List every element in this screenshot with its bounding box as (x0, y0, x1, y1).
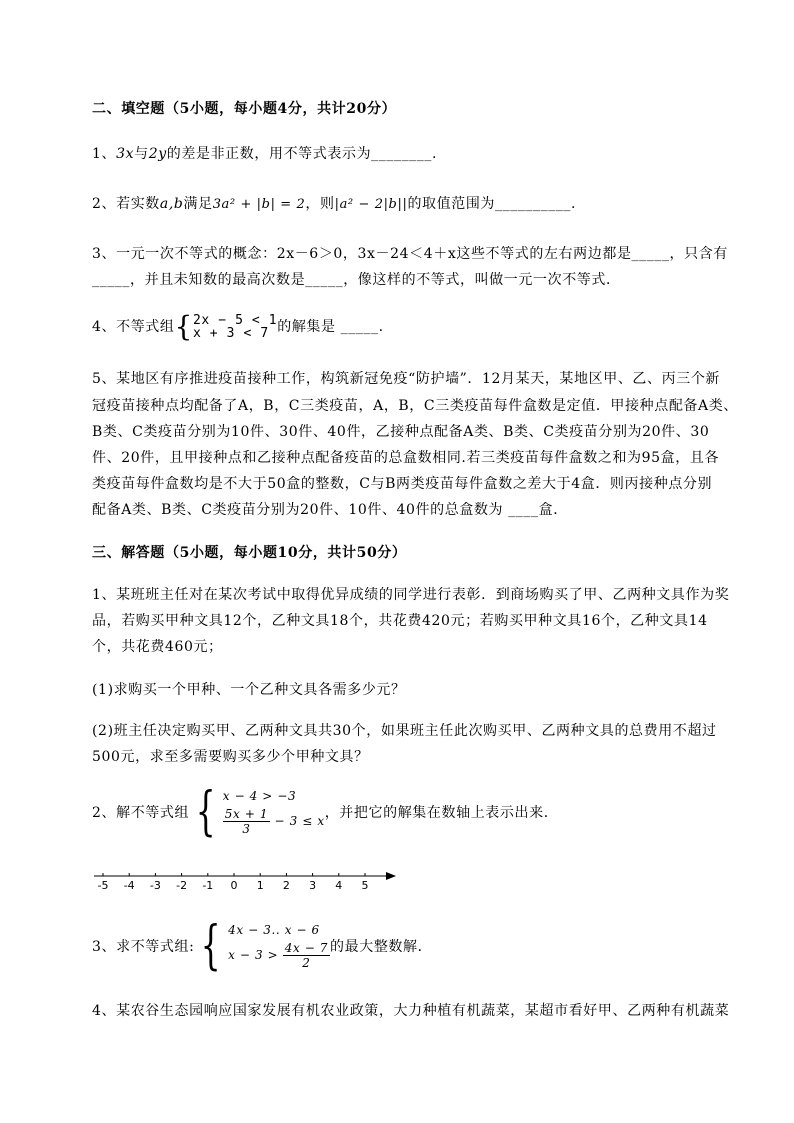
q-text: 的解集是 _____. (277, 319, 384, 335)
question-solve-1-part1: (1)求购买一个甲种、一个乙种文具各需多少元？ (92, 682, 406, 698)
fraction (223, 807, 270, 836)
q-number: 1、 (92, 146, 117, 162)
math-expr: 3a² + |b| = 2 (212, 197, 306, 212)
arrow-icon (386, 872, 396, 880)
question-solve-1-line: 1、某班班主任对在某次考试中取得优异成绩的同学进行表彰．到商场购买了甲、乙两种文具作为奖 (92, 587, 730, 603)
question-fill-5-line: 类疫苗每件盒数均是不大于50盒的整数，C与B两类疫苗每件盒数之差大于4盒．则丙接种点分别 (92, 476, 713, 492)
number-line-tick-label: -1 (202, 879, 214, 892)
question-fill-4 (92, 310, 384, 343)
question-fill-1 (92, 143, 437, 163)
question-fill-5-line: 件、20件，且甲接种点和乙接种点配备疫苗的总盒数相同.若三类疫苗每件盒数之和为95盒，且各 (92, 450, 720, 466)
math-expr: a,b (159, 196, 184, 212)
q-text: 4、不等式组 (92, 319, 175, 335)
number-line-tick-label: -5 (97, 879, 109, 892)
question-fill-5-line: 5、某地区有序推进疫苗接种工作，构筑新冠免疫“防护墙”．12月某天，某地区甲、乙、丙三个新 (92, 371, 721, 387)
q-text: 2、若实数 (92, 196, 160, 212)
question-solve-1-line: 品，若购买甲种文具12个，乙种文具18个，共花费420元；若购买甲种文具16个，乙种文具14 (92, 613, 708, 629)
question-fill-3-line2: _____，并且未知数的最高次数是_____，像这样的不等式，叫做一元一次不等式． (92, 272, 621, 288)
inequality-system (174, 310, 278, 343)
number-line-tick-label: 2 (282, 879, 290, 892)
math-expr: 3x (116, 146, 135, 162)
q-text: ，则 (305, 196, 335, 212)
fraction-denominator: 3 (242, 822, 251, 836)
question-fill-5-line: 冠疫苗接种点均配备了A，B，C三类疫苗，A，B，C三类疫苗每件盒数是定值．甲接种点配备A类、 (92, 398, 738, 414)
system-row-head: x − 3 > (228, 948, 279, 962)
q-text: 满足 (183, 196, 213, 212)
question-solve-4-line: 4、某农谷生态园响应国家发展有机农业政策，大力种植有机蔬菜，某超市看好甲、乙两种有机蔬菜 (92, 1003, 730, 1019)
number-line-tick-label: 4 (335, 879, 343, 892)
number-line-tick-label: 0 (230, 879, 238, 892)
section-heading-solve: 三、解答题（5小题，每小题10分，共计50分） (92, 545, 407, 561)
q-text: 与 (134, 146, 149, 162)
q-text: ，并把它的解集在数轴上表示出来． (324, 805, 559, 821)
question-solve-3 (92, 916, 433, 976)
system-row: 2x − 5 < 1 (192, 313, 278, 328)
question-fill-2 (92, 193, 576, 213)
fraction-numerator: 4x − 7 (284, 941, 329, 955)
number-line-tick-label: 1 (256, 879, 264, 892)
fraction-denominator: 2 (302, 956, 311, 970)
fraction-numerator: 5x + 1 (224, 807, 269, 821)
number-line-tick-label: -4 (123, 879, 135, 892)
math-expr: |a² − 2|b|| (334, 197, 408, 212)
q-text: 的差是非正数，用不等式表示为________. (166, 146, 438, 162)
question-solve-1-part2-line: 500元，求至多需要购买多少个甲种文具？ (92, 749, 369, 765)
question-fill-5-line: B类、C类疫苗分别为10件、30件、40件，乙接种点配备A类、B类、C类疫苗分别为20件、30 (92, 424, 710, 440)
number-line (90, 866, 410, 896)
brace-symbol: { (195, 782, 217, 842)
system-row: 4x − 3.. x − 6 (228, 923, 320, 937)
question-solve-1-part2-line: (2)班主任决定购买甲、乙两种文具共30个，如果班主任此次购买甲、乙两种文具的总费用不超过 (92, 723, 717, 739)
inequality-system (194, 916, 330, 976)
q-text: 2、解不等式组 (92, 805, 190, 821)
question-fill-5-line: 配备A类、B类、C类疫苗分别为20件、10件、40件的总盒数为 ____盒． (92, 502, 568, 518)
question-fill-3-line1: 3、一元一次不等式的概念：2x－6＞0，3x－24＜4＋x这些不等式的左右两边都是_____，只含有 (92, 246, 728, 262)
number-line-tick-label: 3 (309, 879, 317, 892)
system-row (228, 941, 330, 970)
fraction (283, 941, 330, 970)
system-row: x + 3 < 7 (192, 326, 269, 341)
inequality-system (189, 782, 325, 842)
question-solve-1-line: 个，共花费460元； (92, 639, 223, 655)
number-line-tick-label: -2 (176, 879, 188, 892)
system-row (223, 807, 325, 836)
q-text: 的最大整数解． (330, 939, 433, 955)
brace-symbol: { (174, 310, 193, 343)
math-expr: 2y (148, 146, 167, 162)
q-text: 的取值范围为__________. (407, 196, 577, 212)
number-line-tick-label: -3 (149, 879, 161, 892)
number-line-tick-label: 5 (361, 879, 369, 892)
system-row: x − 4 > −3 (222, 789, 297, 803)
system-row-tail: − 3 ≤ x (274, 814, 325, 828)
question-solve-2 (92, 782, 559, 842)
q-text: 3、求不等式组: (92, 939, 195, 955)
section-heading-fill-blank: 二、填空题（5小题，每小题4分，共计20分） (92, 101, 397, 117)
brace-symbol: { (201, 916, 222, 976)
